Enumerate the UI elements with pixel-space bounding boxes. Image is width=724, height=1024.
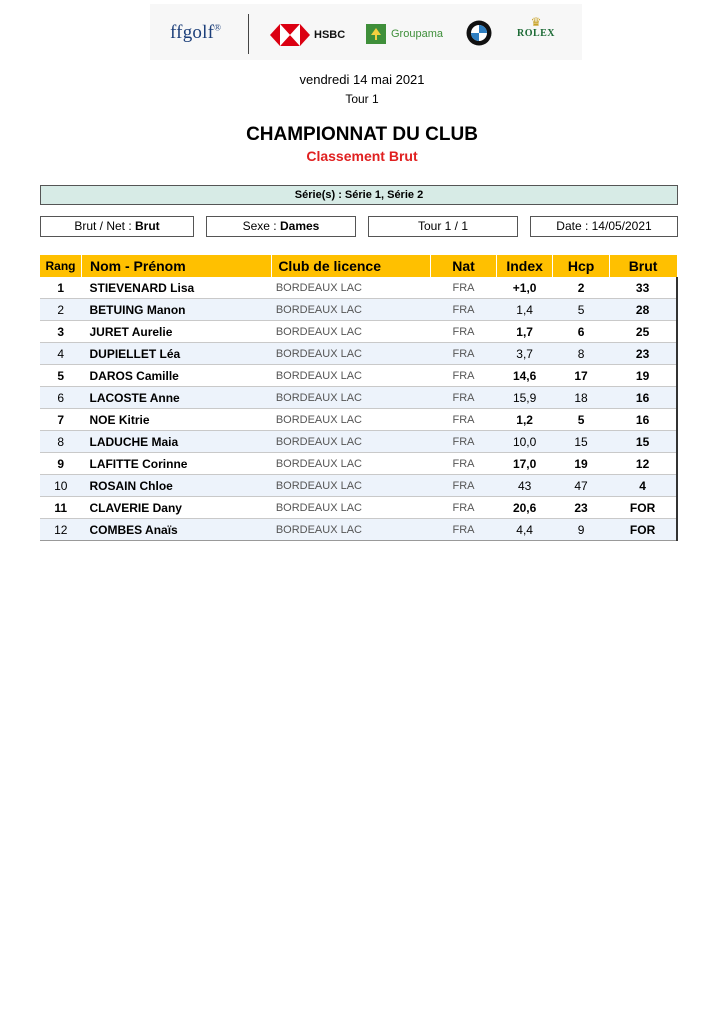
- cell-hcp: 15: [553, 431, 609, 453]
- bmw-roundel-icon: [466, 20, 492, 46]
- cell-rang: 4: [40, 343, 81, 365]
- cell-rang: 7: [40, 409, 81, 431]
- cell-nat: FRA: [431, 519, 497, 541]
- cell-rang: 10: [40, 475, 81, 497]
- cell-club: BORDEAUX LAC: [272, 299, 431, 321]
- hsbc-logo-text: HSBC: [314, 29, 346, 41]
- cell-nat: FRA: [431, 475, 497, 497]
- cell-nom: DAROS Camille: [81, 365, 271, 387]
- cell-nat: FRA: [431, 299, 497, 321]
- cell-nom: COMBES Anaïs: [81, 519, 271, 541]
- cell-nom: STIEVENARD Lisa: [81, 277, 271, 299]
- table-row: [40, 321, 677, 343]
- cell-nom: CLAVERIE Dany: [81, 497, 271, 519]
- cell-nat: FRA: [431, 453, 497, 475]
- cell-index: 15,9: [496, 387, 553, 409]
- cell-index: 3,7: [496, 343, 553, 365]
- cell-hcp: 17: [553, 365, 609, 387]
- cell-hcp: 47: [553, 475, 609, 497]
- sexe-value: Dames: [280, 219, 320, 233]
- col-header-index: Index: [496, 255, 553, 277]
- cell-nom: LADUCHE Maia: [81, 431, 271, 453]
- cell-hcp: 9: [553, 519, 609, 541]
- table-row: [40, 343, 677, 365]
- cell-brut: FOR: [609, 497, 677, 519]
- brutnet-label: Brut / Net :: [74, 219, 132, 233]
- cell-club: BORDEAUX LAC: [272, 519, 431, 541]
- tour-box: Tour 1 / 1: [368, 216, 518, 237]
- table-row: [40, 497, 677, 519]
- cell-nat: FRA: [431, 365, 497, 387]
- cell-rang: 9: [40, 453, 81, 475]
- cell-brut: 4: [609, 475, 677, 497]
- cell-index: 4,4: [496, 519, 553, 541]
- cell-hcp: 6: [553, 321, 609, 343]
- cell-brut: 33: [609, 277, 677, 299]
- cell-nom: ROSAIN Chloe: [81, 475, 271, 497]
- cell-nom: LAFITTE Corinne: [81, 453, 271, 475]
- cell-brut: 12: [609, 453, 677, 475]
- cell-hcp: 19: [553, 453, 609, 475]
- cell-hcp: 23: [553, 497, 609, 519]
- cell-nom: NOE Kitrie: [81, 409, 271, 431]
- cell-club: BORDEAUX LAC: [272, 431, 431, 453]
- cell-index: 17,0: [496, 453, 553, 475]
- cell-index: 20,6: [496, 497, 553, 519]
- table-row: [40, 365, 677, 387]
- col-header-brut: Brut: [609, 255, 677, 277]
- cell-club: BORDEAUX LAC: [272, 497, 431, 519]
- table-header-row: [40, 255, 677, 277]
- cell-nat: FRA: [431, 409, 497, 431]
- groupama-logo-text: Groupama: [391, 28, 443, 40]
- table-row: [40, 409, 677, 431]
- groupama-logo: [366, 24, 443, 44]
- sexe-box: [206, 216, 356, 237]
- brutnet-box: [40, 216, 194, 237]
- cell-club: BORDEAUX LAC: [272, 365, 431, 387]
- cell-brut: 16: [609, 409, 677, 431]
- cell-brut: 19: [609, 365, 677, 387]
- cell-hcp: 18: [553, 387, 609, 409]
- table-row: [40, 277, 677, 299]
- table-row: [40, 453, 677, 475]
- cell-index: 1,4: [496, 299, 553, 321]
- cell-brut: 16: [609, 387, 677, 409]
- cell-brut: 23: [609, 343, 677, 365]
- table-row: [40, 475, 677, 497]
- logo-divider: [248, 14, 249, 54]
- col-header-club: Club de licence: [272, 255, 431, 277]
- cell-hcp: 5: [553, 409, 609, 431]
- cell-rang: 2: [40, 299, 81, 321]
- cell-rang: 12: [40, 519, 81, 541]
- cell-club: BORDEAUX LAC: [272, 387, 431, 409]
- rolex-logo-text: ROLEX: [516, 28, 556, 39]
- cell-nat: FRA: [431, 277, 497, 299]
- cell-brut: 15: [609, 431, 677, 453]
- groupama-tree-icon: [366, 24, 386, 44]
- page-subtitle: Classement Brut: [306, 148, 418, 164]
- cell-rang: 11: [40, 497, 81, 519]
- col-header-hcp: Hcp: [553, 255, 609, 277]
- cell-rang: 1: [40, 277, 81, 299]
- cell-rang: 6: [40, 387, 81, 409]
- cell-club: BORDEAUX LAC: [272, 343, 431, 365]
- cell-index: 43: [496, 475, 553, 497]
- crown-icon: ♛: [530, 15, 542, 29]
- cell-index: 1,7: [496, 321, 553, 343]
- cell-hcp: 2: [553, 277, 609, 299]
- rolex-logo: [512, 16, 560, 39]
- table-row: [40, 299, 677, 321]
- sexe-label: Sexe :: [242, 219, 277, 233]
- col-header-nat: Nat: [431, 255, 497, 277]
- cell-nat: FRA: [431, 497, 497, 519]
- hsbc-logo: [270, 24, 345, 46]
- cell-club: BORDEAUX LAC: [272, 277, 431, 299]
- hsbc-hexagon-icon: [270, 24, 310, 46]
- cell-nom: JURET Aurelie: [81, 321, 271, 343]
- series-bar: Série(s) : Série 1, Série 2: [40, 185, 678, 205]
- table-row: [40, 519, 677, 541]
- cell-nat: FRA: [431, 387, 497, 409]
- cell-club: BORDEAUX LAC: [272, 453, 431, 475]
- table-row: [40, 431, 677, 453]
- col-header-rang: Rang: [40, 255, 81, 277]
- event-date: vendredi 14 mai 2021: [299, 72, 425, 87]
- cell-index: +1,0: [496, 277, 553, 299]
- cell-hcp: 8: [553, 343, 609, 365]
- cell-hcp: 5: [553, 299, 609, 321]
- round-label: Tour 1: [345, 92, 379, 106]
- cell-nat: FRA: [431, 343, 497, 365]
- cell-nom: LACOSTE Anne: [81, 387, 271, 409]
- cell-club: BORDEAUX LAC: [272, 475, 431, 497]
- cell-index: 10,0: [496, 431, 553, 453]
- col-header-nom: Nom - Prénom: [81, 255, 271, 277]
- cell-club: BORDEAUX LAC: [272, 409, 431, 431]
- cell-rang: 3: [40, 321, 81, 343]
- cell-nom: DUPIELLET Léa: [81, 343, 271, 365]
- cell-rang: 8: [40, 431, 81, 453]
- cell-brut: FOR: [609, 519, 677, 541]
- cell-brut: 28: [609, 299, 677, 321]
- cell-nat: FRA: [431, 431, 497, 453]
- table-row: [40, 387, 677, 409]
- brutnet-value: Brut: [135, 219, 160, 233]
- cell-rang: 5: [40, 365, 81, 387]
- sponsor-banner: [150, 4, 582, 60]
- cell-nat: FRA: [431, 321, 497, 343]
- results-table: [40, 255, 678, 541]
- ffgolf-logo-text: ffgolf: [170, 22, 215, 43]
- date-box: Date : 14/05/2021: [530, 216, 678, 237]
- cell-index: 14,6: [496, 365, 553, 387]
- page-title: CHAMPIONNAT DU CLUB: [246, 124, 478, 145]
- cell-brut: 25: [609, 321, 677, 343]
- ffgolf-logo: [170, 22, 221, 44]
- cell-club: BORDEAUX LAC: [272, 321, 431, 343]
- cell-index: 1,2: [496, 409, 553, 431]
- cell-nom: BETUING Manon: [81, 299, 271, 321]
- registered-mark: ®: [214, 22, 222, 33]
